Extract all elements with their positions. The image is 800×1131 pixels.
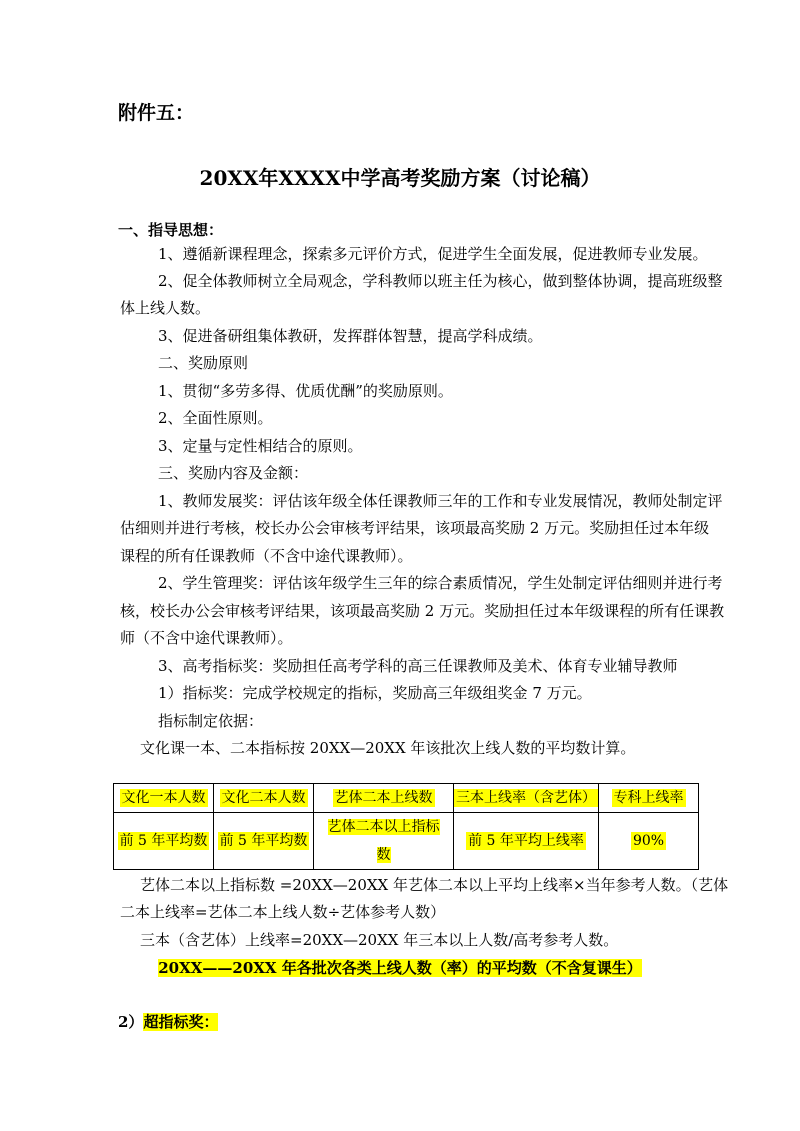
paragraph: 2、学生管理奖：评估该年级学生三年的综合素质情况，学生处制定评估细则并进行考 (158, 574, 723, 592)
attachment-label: 附件五： (118, 102, 195, 124)
paragraph: 1）指标奖：完成学校规定的指标，奖励高三年级组奖金 7 万元。 (158, 684, 592, 702)
cell-text: 专科上线率 (613, 790, 684, 806)
section-heading-guiding: 一、指导思想： (118, 221, 224, 239)
cell-text: 90% (632, 833, 665, 849)
paragraph: 1、贯彻“多劳多得、优质优酬”的奖励原则。 (158, 382, 453, 400)
paragraph-continuation: 课程的所有任课教师（不含中途代课教师）。 (120, 547, 413, 565)
highlight-note-wrapper (0, 958, 800, 978)
paragraph: 3、定量与定性相结合的原则。 (158, 437, 363, 455)
cell-text: 艺体二本以上指标数 (327, 819, 440, 863)
paragraph-continuation: 核，校长办公会审核考评结果，该项最高奖励 2 万元。奖励担任过本年级课程的所有任课教 (120, 602, 725, 620)
cell-text: 三本上线率（含艺体） (456, 790, 596, 806)
super-indicator-prefix: 2） (118, 1013, 144, 1031)
table-cell (599, 813, 699, 870)
page-title: 20XX年XXXX中学高考奖励方案（讨论稿） (199, 166, 601, 190)
table-header-cell (114, 784, 214, 813)
paragraph: 指标制定依据： (158, 712, 264, 730)
paragraph: 2、全面性原则。 (158, 409, 273, 427)
paragraph-continuation: 体上线人数。 (120, 299, 211, 317)
paragraph: 1、教师发展奖：评估该年级全体任课教师三年的工作和专业发展情况，教师处制定评 (158, 492, 723, 510)
super-indicator-label: 超指标奖： (143, 1013, 219, 1031)
note: 艺体二本以上指标数 =20XX—20XX 年艺体二本以上平均上线率×当年参考人数。（艺体 (140, 876, 729, 894)
table-row (114, 813, 699, 870)
table-cell (454, 813, 599, 870)
paragraph: 2、促全体教师树立全局观念，学科教师以班主任为核心，做到整体协调，提高班级整 (158, 272, 723, 290)
table-cell (114, 813, 214, 870)
cell-text: 前 5 年平均上线率 (468, 833, 584, 849)
highlight-note: 20XX——20XX 年各批次各类上线人数（率）的平均数（不含复课生） (158, 959, 642, 977)
table-header-row (114, 784, 699, 813)
super-indicator-heading (118, 1012, 218, 1032)
section-heading-content: 三、奖励内容及金额： (158, 464, 309, 482)
table-header-cell (454, 784, 599, 813)
table-header-cell (599, 784, 699, 813)
table-header-cell (214, 784, 314, 813)
table-cell (214, 813, 314, 870)
note-continuation: 二本上线率=艺体二本上线人数÷艺体参考人数） (120, 903, 446, 921)
paragraph: 1、遵循新课程理念，探索多元评价方式，促进学生全面发展，促进教师专业发展。 (158, 245, 708, 263)
paragraph: 3、促进备研组集体教研，发挥群体智慧，提高学科成绩。 (158, 327, 543, 345)
section-heading-principles: 二、奖励原则 (158, 354, 249, 372)
cell-text: 文化一本人数 (121, 790, 206, 806)
paragraph: 文化课一本、二本指标按 20XX—20XX 年该批次上线人数的平均数计算。 (140, 739, 636, 757)
cell-text: 前 5 年平均数 (119, 833, 208, 849)
indicator-table (113, 783, 699, 870)
paragraph-continuation: 估细则并进行考核，校长办公会审核考评结果，该项最高奖励 2 万元。奖励担任过本年级 (120, 519, 710, 537)
table-cell (314, 813, 454, 870)
paragraph: 3、高考指标奖：奖励担任高考学科的高三任课教师及美术、体育专业辅导教师 (158, 657, 678, 675)
cell-text: 艺体二本上线数 (334, 790, 433, 806)
note: 三本（含艺体）上线率=20XX—20XX 年三本以上人数/高考参考人数。 (140, 931, 619, 949)
cell-text: 文化二本人数 (221, 790, 306, 806)
cell-text: 前 5 年平均数 (219, 833, 308, 849)
table-header-cell (314, 784, 454, 813)
paragraph-continuation: 师（不含中途代课教师）。 (120, 629, 293, 647)
